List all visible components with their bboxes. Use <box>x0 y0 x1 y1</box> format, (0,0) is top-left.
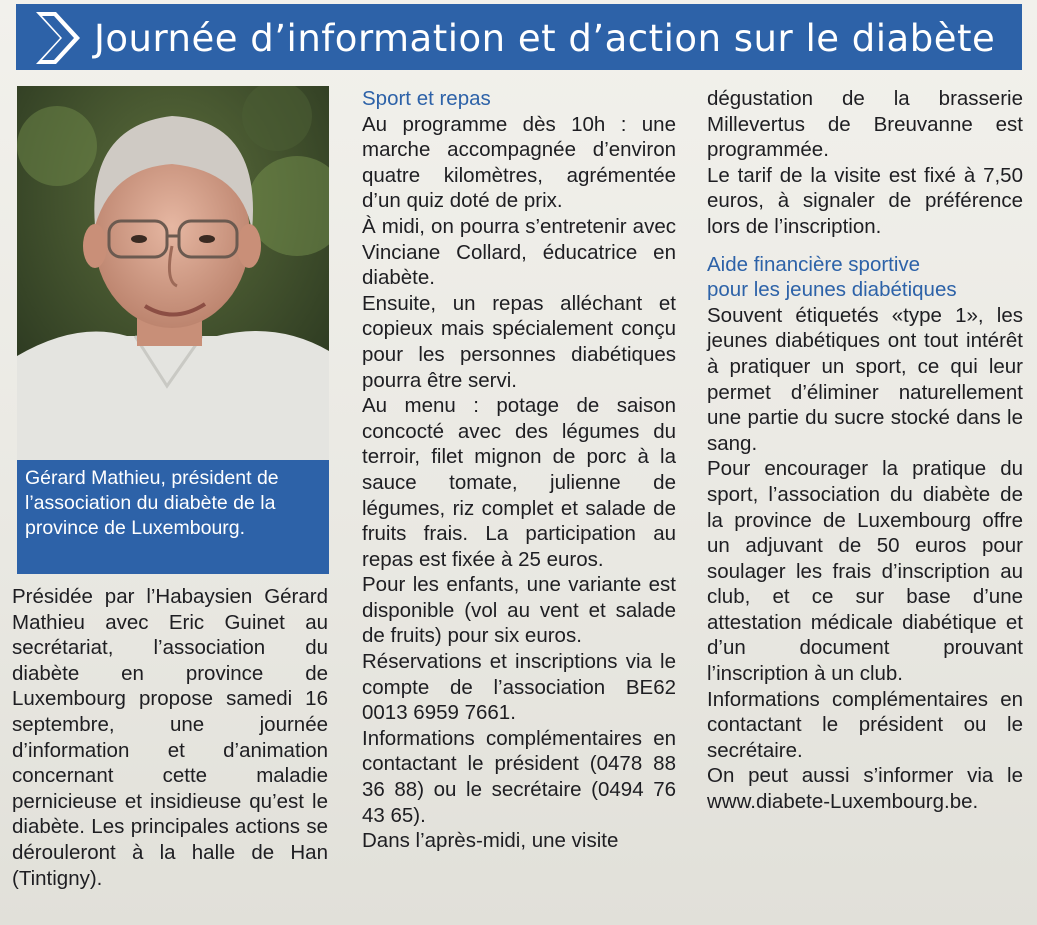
intro-paragraph: Présidée par l’Habaysien Gérard Mathieu avec Eric Guinet au secrétariat, l’association du diabète en province de Luxembourg propose samedi 16 septembre, une journée d’information et d’animation concernant cette maladie pernicieuse et insidieuse qu’est le diabète. Les principales actions se dérouleront à la halle de Han (Tintigny). <box>12 585 328 890</box>
paragraph: Au menu : potage de saison concocté avec des légumes du terroir, filet mignon de porc à la sauce tomate, julienne de légumes, riz complet et salade de fruits frais. La participation au repas est fixée à 25 euros. <box>362 394 676 571</box>
paragraph: Réservations et inscriptions via le compte de l’association BE62 0013 6959 7661. <box>362 650 676 725</box>
paragraph: Souvent étiquetés «type 1», les jeunes diabétiques ont tout intérêt à pratiquer un sport, ce qui leur permet d’éliminer naturellement une partie du sucre stocké dans le sang. <box>707 303 1023 455</box>
column-2 <box>362 86 676 854</box>
article-title: Journée d’information et d’action sur le diabète <box>94 17 996 60</box>
paragraph: Pour encourager la pratique du sport, l’association du diabète de la province de Luxembourg offre un adjuvant de 50 euros pour soulager les frais d’inscription au club, et ce sur base d’une attestation médicale diabétique et d’un document prouvant l’inscription à un club. <box>707 457 1023 686</box>
section-heading-line: Aide financière sportive <box>707 252 921 276</box>
portrait-photo <box>17 86 329 460</box>
paragraph: Au programme dès 10h : une marche accompagnée d’environ quatre kilomètres, agrémentée d’un quiz doté de prix. <box>362 112 676 213</box>
photo-caption: Gérard Mathieu, président de l’association du diabète de la province de Luxembourg. <box>17 460 329 574</box>
section-heading-line: pour les jeunes diabétiques <box>707 278 957 302</box>
header-banner <box>16 4 1022 70</box>
paragraph: dégustation de la brasserie Millevertus de Breuvanne est programmée. <box>707 87 1023 162</box>
column-1 <box>12 584 328 891</box>
paragraph: À midi, on pourra s’entretenir avec Vinciane Collard, éducatrice en diabète. <box>362 214 676 290</box>
paragraph: Le tarif de la visite est fixé à 7,50 euros, à signaler de préférence lors de l’inscription. <box>707 163 1023 238</box>
paragraph: Pour les enfants, une variante est disponible (vol au vent et salade de fruits) pour six euros. <box>362 573 676 648</box>
paragraph: Ensuite, un repas alléchant et copieux mais spécialement conçu pour les personnes diabétiques pourra être servi. <box>362 291 676 392</box>
paragraph: On peut aussi s’informer via le www.diabete-Luxembourg.be. <box>707 764 1023 814</box>
section-heading-aide <box>707 252 1023 303</box>
section-heading-sport: Sport et repas <box>362 87 491 110</box>
column-3 <box>707 86 1023 815</box>
paragraph: Dans l’après-midi, une visite <box>362 829 619 853</box>
paragraph: Informations complémentaires en contactant le président (0478 88 36 88) ou le secrétaire (0494 76 43 65). <box>362 726 676 827</box>
paragraph: Informations complémentaires en contactant le président ou le secrétaire. <box>707 687 1023 762</box>
